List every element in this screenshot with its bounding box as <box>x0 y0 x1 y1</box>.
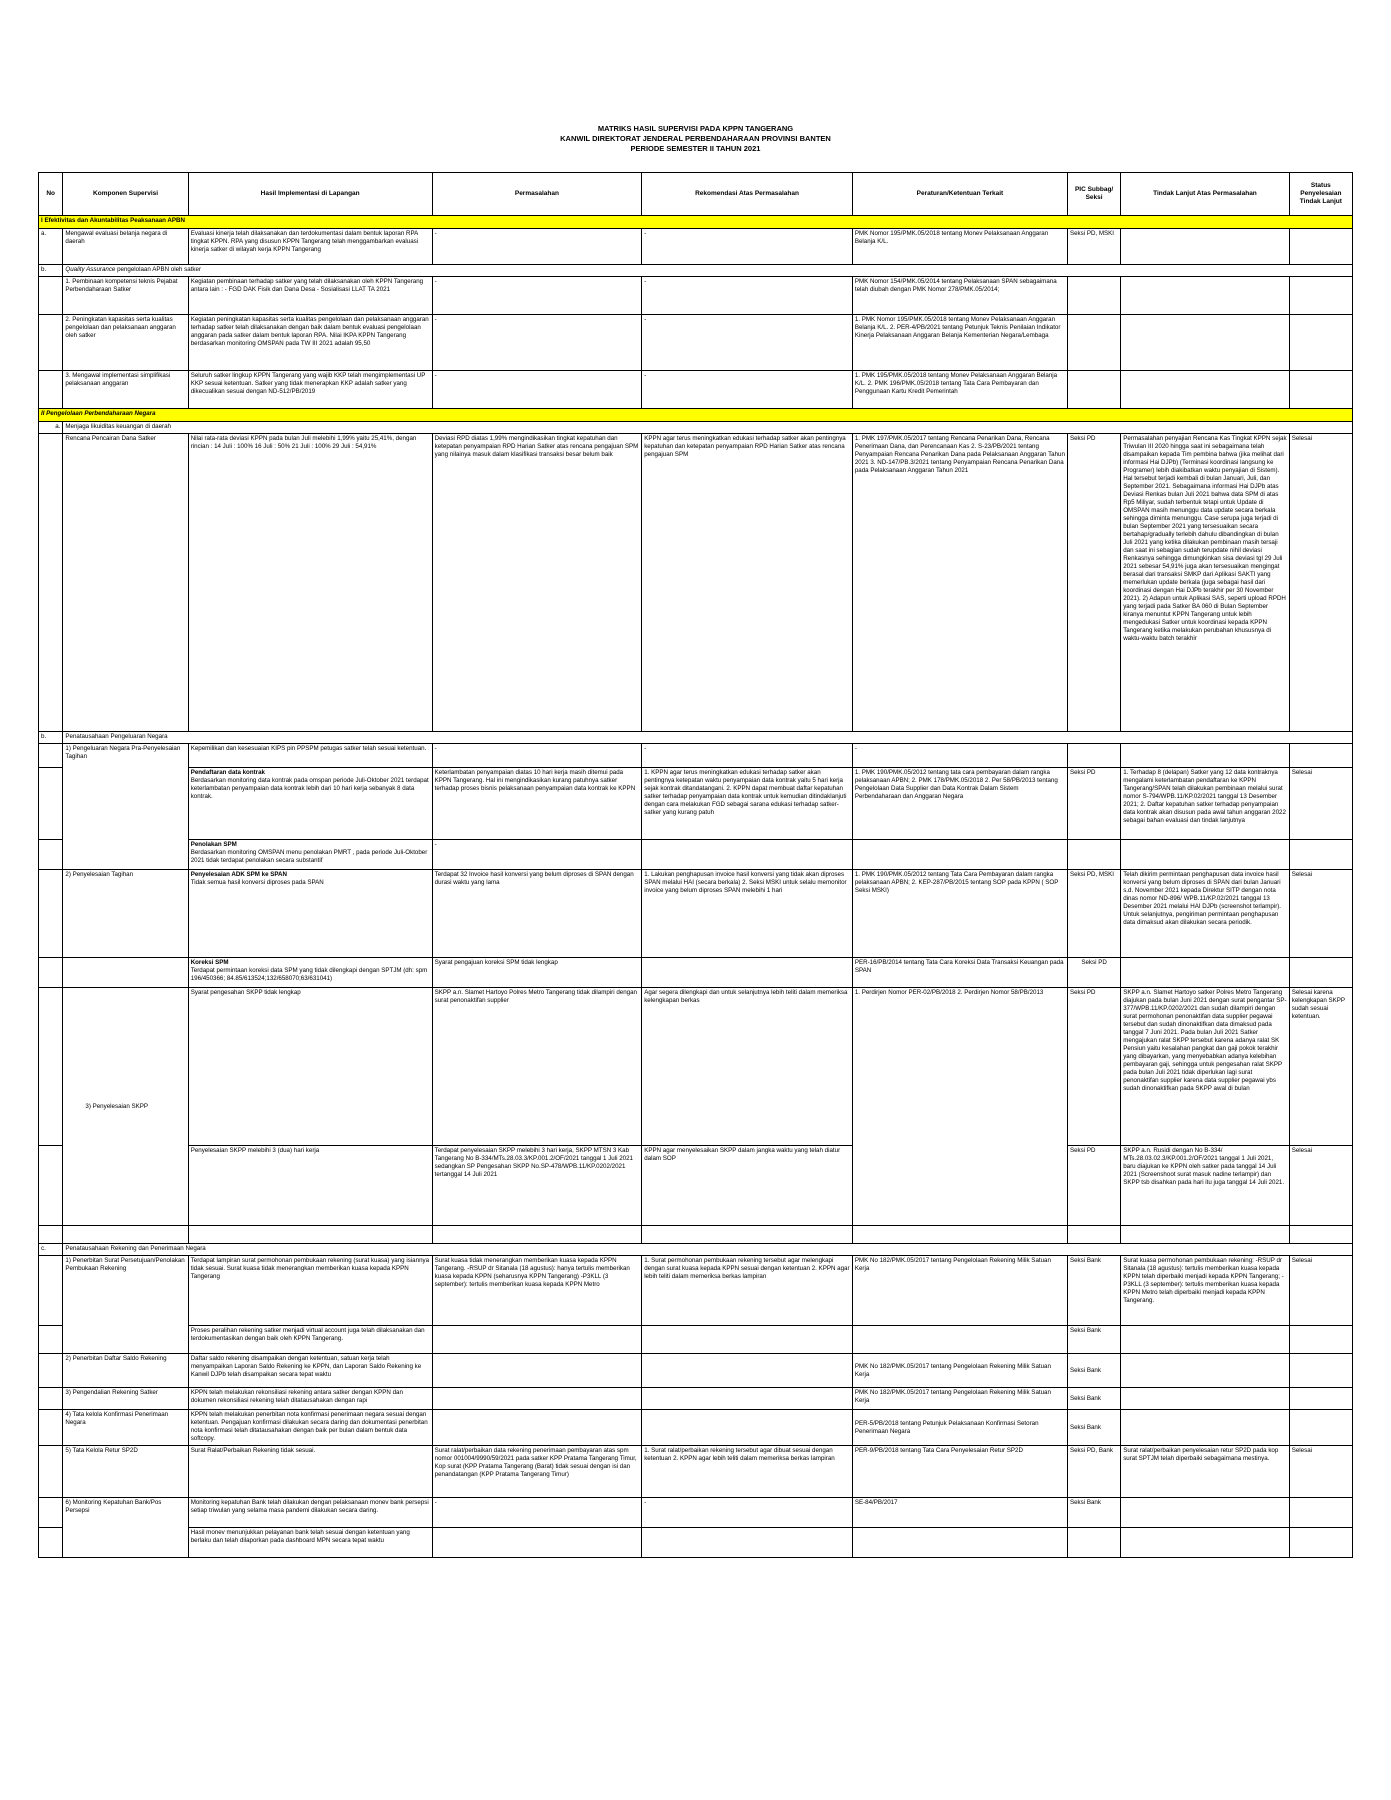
table-row <box>39 1528 1353 1558</box>
cell-rekomendasi: KPPN agar terus meningkatkan edukasi terhadap satker akan pentingnya kepatuhan dan ketepatan penyampaian RPD Harian Satker atas rencana pengajuan SPM <box>642 434 853 732</box>
cell-hasil: Seluruh satker lingkup KPPN Tangerang yang wajib KKP telah mengimplementasi UP KKP sesuai ketentuan. Satker yang tidak menerapkan KKP adalah satker yang dikecualikan sesuai dengan ND-512/PB/2019 <box>188 371 432 409</box>
penolakan-text: Berdasarkan monitoring OMSPAN menu penolakan PMRT , pada periode Juli-Oktober 2021 tidak terdapat penolakan secara substantif <box>190 849 428 864</box>
cell-hasil: Evaluasi kinerja telah dilaksanakan dan terdokumentasi dalam bentuk laporan RPA tingkat KPPN. RPA yang disusun KPPN Tangerang telah menggambarkan evaluasi kinerja satker di wilayah kerja KPPN Tangerang <box>188 229 432 265</box>
cell-peraturan: PMK Nomor 154/PMK.05/2014 tentang Pelaksanaan SPAN sebagaimana telah diubah dengan PMK Nomor 278/PMK.05/2014; <box>852 277 1067 315</box>
cell-permasalahan: Terdapat penyelesaian SKPP melebihi 3 hari kerja, SKPP MTSN 3 Kab Tangerang No B-334/MTs.28.03.3/KP.001.2/OF/2021 tanggal 1 Juli 2021 sedangkan SP Pengesahan SKPP No.SP-478/WPB.11/KP.0202/2021 tertanggal 14 Juli 2021 <box>432 1146 642 1226</box>
cell-rekomendasi: - <box>642 277 853 315</box>
cell-komponen: Rencana Pencairan Dana Satker <box>63 434 188 732</box>
table-row <box>39 1256 1353 1326</box>
table-row <box>39 265 1353 277</box>
cell-pic: Seksi PD, MSKI <box>1067 229 1120 265</box>
cell-hasil <box>188 768 432 840</box>
col-status: Status Penyelesaian Tindak Lanjut <box>1289 173 1352 216</box>
cell-hasil: Kepemilikan dan kesesuaian KIPS pin PPSPM petugas satker telah sesuai ketentuan. <box>188 744 432 768</box>
cell-peraturan: 1. Perdirjen Nomor PER-02/PB/2018 2. Perdirjen Nomor 58/PB/2013 <box>852 988 1067 1226</box>
subsection-title: Menjaga likuiditas keuangan di daerah <box>63 422 1353 434</box>
subsection-title <box>63 265 1353 277</box>
header-row <box>39 173 1353 216</box>
cell-status <box>1289 229 1352 265</box>
cell-rekomendasi: 1. Surat permohonan pembukaan rekening tersebut agar melengkapi dengan surat kuasa kepada KPPN sesuai dengan ketentuan 2. KPPN agar lebih teliti dalam memeriksa berkas lampiran <box>642 1256 853 1326</box>
koreksi-heading: Koreksi SPM <box>190 959 229 966</box>
qa-label: Quality Assurance <box>65 266 116 273</box>
row-no: b. <box>39 732 63 744</box>
cell-pic: Seksi Bank <box>1067 1256 1120 1326</box>
cell-tindak-lanjut: SKPP a.n. Rusidi dengan No B-334/ MTs.28.03.02.3/KP.001.2/OF/2021 tanggal 1 Juli 2021, baru diajukan ke KPPN oleh satker pada tanggal 14 Juli 2021 (Screenshoot surat masuk nadine terlampir) dan SKPP tsb disahkan pada hari itu juga tanggal 14 Juli 2021. <box>1121 1146 1290 1226</box>
cell-komponen: 3. Mengawal implementasi simplifikasi pelaksanaan anggaran <box>63 371 188 409</box>
cell-tindak-lanjut: 1. Terhadap 8 (delapan) Satker yang 12 data kontraknya mengalami keterlambatan pendaftaran ke KPPN Tangerang/SPAN telah dilakukan pembinaan melalui surat nomor S-794/WPB.11/KP.02/2021 tanggal 13 Desember 2021; 2. Daftar kepatuhan satker terhadap penyampaian data kontrak akan disusun pada awal tahun anggaran 2022 sebagai bahan evaluasi dan tindak lanjutnya <box>1121 768 1290 840</box>
pendaftaran-text: Berdasarkan monitoring data kontrak pada omspan periode Juli-Oktober 2021 terdapat keterlambatan penyampaian data kontrak lebih dari 10 hari kerja sebanyak 8 data kontrak. <box>190 777 429 800</box>
table-row <box>39 1326 1353 1354</box>
cell-rekomendasi: - <box>642 1498 853 1528</box>
cell-komponen: 3) Pengendalian Rekening Satker <box>63 1388 188 1410</box>
cell-permasalahan: - <box>432 840 642 870</box>
cell-peraturan: PER-16/PB/2014 tentang Tata Cara Koreksi Data Transaksi Keuangan pada SPAN <box>852 958 1067 988</box>
row-no: c. <box>39 1244 63 1256</box>
cell-rekomendasi: 1. Surat ralat/perbaikan rekening tersebut agar dibuat sesuai dengan ketentuan 2. KPPN agar lebih teliti dalam memeriksa berkas lampiran <box>642 1446 853 1498</box>
cell-pic: Seksi Bank <box>1067 1410 1120 1446</box>
table-row <box>39 1354 1353 1388</box>
doc-title-1: MATRIKS HASIL SUPERVISI PADA KPPN TANGERANG <box>597 124 794 133</box>
subsection-title: Penatausahaan Rekening dan Penerimaan Negara <box>63 1244 1353 1256</box>
cell-peraturan: PMK No 182/PMK.05/2017 tentang Pengelolaan Rekening Milik Satuan Kerja <box>852 1388 1067 1410</box>
spacer-row <box>39 1226 1353 1244</box>
cell-peraturan: PMK No 182/PMK.05/2017 tentang Pengelolaan Rekening Milik Satuan Kerja <box>852 1354 1067 1388</box>
col-tindak-lanjut: Tindak Lanjut Atas Permasalahan <box>1121 173 1290 216</box>
cell-pic: Seksi PD <box>1067 1146 1120 1226</box>
cell-komponen: Mengawal evaluasi belanja negara di daerah <box>63 229 188 265</box>
cell-rekomendasi: - <box>642 371 853 409</box>
cell-tindak-lanjut: SKPP a.n. Slamet Hartoyo satker Polres Metro Tangerang diajukan pada bulan Juni 2021 dengan surat pengantar SP-377/WPB.11/KP.0202/2021 dan sudah dilampiri dengan surat permohonan penonaktifan data supplier pegawai tersebut dan sudah dinonaktifkan data dimaksud pada tanggal 7 Juni 2021. Pada bulan Juli 2021 Satker mengajukan ralat SKPP tersebut karena adanya ralat SK Pensiun yaitu kesalahan pangkat dan gaji pokok terakhir yang dibayarkan, yang menyebabkan adanya kelebihan pembayaran gaji, sehingga untuk pengesahan ralat SKPP pada bulan Juli 2021 tidak diperlukan lagi surat penonaktifan supplier karena data supplier pegawai ybs sudah dinonaktifkan pada SKPP awal di bulan <box>1121 988 1290 1146</box>
cell-komponen: 4) Tata kelola Konfirmasi Penerimaan Negara <box>63 1410 188 1446</box>
cell-rekomendasi: KPPN agar menyelesaikan SKPP dalam jangka waktu yang telah diatur dalam SOP <box>642 1146 853 1226</box>
cell-tindak-lanjut: Surat kuasa permohonan pembukaan rekening: -RSUP dr Sitanala (18 agustus): tertulis memberikan kuasa kepada KPPN telah diperbaiki menjadi kepada KPPN Tangerang; -P3KLL (3 september): tertulis memberikan kuasa kepada KPPN Metro telah diperbaiki menjadi kepada KPPN Tangerang. <box>1121 1256 1290 1326</box>
table-row <box>39 958 1353 988</box>
cell-peraturan: PER-9/PB/2018 tentang Tata Cara Penyelesaian Retur SP2D <box>852 1446 1067 1498</box>
document-header <box>0 124 1391 154</box>
cell-hasil: Kegiatan pembinaan terhadap satker yang telah dilaksanakan oleh KPPN Tangerang antara lain : - FGD DAK Fisik dan Dana Desa - Sosialisasi LLAT TA 2021 <box>188 277 432 315</box>
section-title: II Pengelolaan Perbendaharaan Negara <box>39 409 1353 422</box>
cell-pic: Seksi Bank <box>1067 1354 1120 1388</box>
table-row <box>39 1410 1353 1446</box>
cell-tindak-lanjut: Telah dikirim permintaan penghapusan data invoice hasil konversi yang belum diproses di SPAN dari bulan Januari s.d. November 2021 kepada Direktur SITP dengan nota dinas nomor ND-896/ WPB.11/KP.02/2021 tanggal 13 Desember 2021 melalui HAI DJPb (screenshot terlampir). Untuk selanjutnya, pengiriman permintaan penghapusan data dimaksud akan dilakukan secara periodik. <box>1121 870 1290 958</box>
cell-pic: Seksi PD <box>1067 768 1120 840</box>
table-row <box>39 371 1353 409</box>
cell-tindak-lanjut: Permasalahan penyajian Rencana Kas Tingkat KPPN sejak Triwulan III 2020 hingga saat ini sebagaimana telah disampaikan kepada Tim pembina bahwa (jika melihat dari informasi Hai DJPb) (Terminasi koordinasi langsung ke Programer) lebih diakibatkan waktu penyajian di Sistem). Hal tersebut terjadi kembali di bulan Januari, Juli, dan September 2021. Sebagaimana informasi Hai DJPb atas Deviasi Renkas bulan Juli 2021 bahwa data SPM di atas Rp5 Miliyar, sudah terbentuk tetapi untuk Update di OMSPAN masih menunggu data update secara berkala sehingga diminta menunggu. Case serupa juga terjadi di bulan September 2021 yang tersesuaikan secara bertahap/gradually terlebih dahulu dibandingkan di bulan Juli 2021 yang ketika dilakukan pembinaan masih tersaji dan saat ini sebagian sudah terupdate nihil deviasi Renkasnya sehingga dimungkinkan sisa deviasi tgl 29 Juli 2021 sebesar 54,91% juga akan tersesuaikan mengingat berasal dari transaksi SMKP dari Aplikasi SAKTI yang memerlukan update berkala (juga sebagai hasil dari koordinasi dengan Hai DJPb terakhir per 30 November 2021). 2) Adapun untuk Aplikasi SAS, seperti upload RPDH yang terjadi pada Satker BA 060 di Bulan September kiranya menuntut KPPN Tangerang untuk lebih mengedukasi Satker untuk koordinasi kepada KPPN Tangerang ketika melakukan perubahan khususnya di waktu-waktu batch terakhir <box>1121 434 1290 732</box>
cell-status: Selesai <box>1289 434 1352 732</box>
supervision-matrix-table <box>38 172 1353 1558</box>
cell-komponen: 2) Penyelesaian Tagihan <box>63 870 188 958</box>
koreksi-text: Terdapat permintaan koreksi data SPM yang tidak dilengkapi dengan SPTJM (dh: spm 196/450366; 84.85/613524;132/658070;63/631041) <box>190 967 428 982</box>
col-no: No <box>39 173 63 216</box>
penolakan-heading: Penolakan SPM <box>190 841 237 848</box>
table-row <box>39 434 1353 732</box>
cell-hasil: KPPN telah melakukan penerbitan nota konfirmasi penerimaan negara sesuai dengan ketentuan. Pengajuan konfirmasi dilakukan secara daring dan dokumentasi penerbitan nota konfirmasi telah ditatausahakan dengan baik per bulan dalam bentuk data softcopy. <box>188 1410 432 1446</box>
cell-peraturan: - <box>852 744 1067 768</box>
cell-status: Selesai <box>1289 768 1352 840</box>
cell-pic: Seksi Bank <box>1067 1326 1120 1354</box>
cell-hasil: Surat Ralat/Perbaikan Rekening tidak sesuai. <box>188 1446 432 1498</box>
doc-title-3: PERIODE SEMESTER II TAHUN 2021 <box>630 144 761 153</box>
section-title: I Efektivitas dan Akuntabilitas Peaksanaan APBN <box>39 216 1353 229</box>
cell-permasalahan: Keterlambatan penyampaian diatas 10 hari kerja masih ditemui pada KPPN Tangerang. Hal ini mengindikasikan kurang patuhnya satker terhadap proses bisnis pelaksanaan penyampaian data kontrak ke KPPN <box>432 768 642 840</box>
cell-peraturan: PMK Nomor 195/PMK.05/2018 tentang Monev Pelaksanaan Anggaran Belanja K/L. <box>852 229 1067 265</box>
row-no: a. <box>39 422 63 434</box>
cell-permasalahan: Deviasi RPD diatas 1,99% mengindikasikan tingkat kepatuhan dan ketepatan penyampaian RPD Harian Satker atas rencana pengajuan SPM yang nilainya masuk dalam klasifikasi transaksi besar belum baik <box>432 434 642 732</box>
cell-rekomendasi: - <box>642 315 853 371</box>
cell-permasalahan: - <box>432 315 642 371</box>
cell-komponen: 6) Monitoring Kepatuhan Bank/Pos Persepsi <box>63 1498 188 1558</box>
col-pic: PIC Subbag/ Seksi <box>1067 173 1120 216</box>
cell-permasalahan: - <box>432 277 642 315</box>
table-row <box>39 315 1353 371</box>
cell-pic: Seksi Bank <box>1067 1388 1120 1410</box>
col-rekomendasi: Rekomendasi Atas Permasalahan <box>642 173 853 216</box>
table-row <box>39 1498 1353 1528</box>
cell-komponen: 1. Pembinaan kompetensi teknis Pejabat Perbendaharaan Satker <box>63 277 188 315</box>
cell-peraturan: 1. PMK 197/PMK.05/2017 tentang Rencana Penarikan Dana, Rencana Penerimaan Dana, dan Perencanaan Kas 2. S-23/PB/2021 tentang Penyampaian Rencana Penarikan Dana pada Pelaksanaan Anggaran Tahun 2021 3. ND-147/PB.3/2021 tentang Penyampaian Rencana Penarikan Dana pada Pelaksanaan Anggaran Tahun 2021 <box>852 434 1067 732</box>
cell-status: Selesai karena kelengkapan SKPP sudah sesuai ketentuan. <box>1289 988 1352 1146</box>
table-row <box>39 229 1353 265</box>
table-row <box>39 840 1353 870</box>
cell-hasil <box>188 870 432 958</box>
cell-hasil: Proses peralihan rekening satker menjadi virtual account juga telah dilaksanakan dan terdokumentasikan dengan baik oleh KPPN Tangerang. <box>188 1326 432 1354</box>
cell-pic: Seksi PD, MSKI <box>1067 870 1120 958</box>
cell-tindak-lanjut <box>1121 229 1290 265</box>
cell-peraturan: 1. PMK Nomor 195/PMK.05/2018 tentang Monev Pelaksanaan Anggaran Belanja K/L. 2. PER-4/PB/2021 tentang Petunjuk Teknis Penilaian Indikator Kinerja Pelaksanaan Anggaran Belanja Kementerian Negara/Lembaga <box>852 315 1067 371</box>
cell-komponen: 2) Penerbitan Daftar Saldo Rekening <box>63 1354 188 1388</box>
cell-rekomendasi: 1. Lakukan penghapusan invoice hasil konversi yang tidak akan diproses SPAN melalui HAI (secara berkala) 2. Seksi MSKI untuk selalu memonitor invoice yang belum diproses SPAN melebihi 1 hari <box>642 870 853 958</box>
cell-hasil: Hasil monev menunjukkan pelayanan bank telah sesuai dengan ketentuan yang berlaku dan telah dilaporkan pada dashboard MPN secara tepat waktu <box>188 1528 432 1558</box>
cell-pic: Seksi Bank <box>1067 1498 1120 1528</box>
cell-status: Selesai <box>1289 1146 1352 1226</box>
cell-rekomendasi: - <box>642 229 853 265</box>
cell-pic: Seksi PD <box>1067 988 1120 1146</box>
table-row <box>39 1146 1353 1226</box>
cell-peraturan: 1. PMK 190/PMK.05/2012 tentang Tata Cara Pembayaran dalam rangka pelaksanaan APBN; 2. KEP-287/PB/2015 tentang SOP pada KPPN ( SOP Seksi MSKI) <box>852 870 1067 958</box>
cell-pic: Seksi PD <box>1067 958 1120 988</box>
cell-peraturan: 1. PMK 195/PMK.05/2018 tentang Monev Pelaksanaan Anggaran Belanja K/L. 2. PMK 196/PMK.05/2018 tentang Tata Cara Pembayaran dan Penggunaan Kartu Kredit Pemerintah <box>852 371 1067 409</box>
cell-komponen: 3) Penyelesaian SKPP <box>63 988 188 1226</box>
doc-title-2: KANWIL DIREKTORAT JENDERAL PERBENDAHARAAN PROVINSI BANTEN <box>560 134 831 143</box>
cell-permasalahan: - <box>432 1498 642 1528</box>
cell-rekomendasi: 1. KPPN agar terus meningkatkan edukasi terhadap satker akan pentingnya ketepatan waktu penyampaian data kontrak yaitu 5 hari kerja sejak kontrak ditandatangani. 2. KPPN dapat membuat daftar kepatuhan satker terhadap penyampaian data kontrak untuk kemudian ditindaklanjuti dengan cara melakukan FGD sebagai sarana edukasi terhadap satker-satker yang kurang patuh <box>642 768 853 840</box>
cell-hasil <box>188 840 432 870</box>
cell-pic: Seksi PD <box>1067 434 1120 732</box>
cell-permasalahan: Syarat pengajuan koreksi SPM tidak lengkap <box>432 958 642 988</box>
cell-hasil: KPPN telah melakukan rekonsiliasi rekening antara satker dengan KPPN dan dokumen rekonsiliasi rekening telah ditatausahakan dengan rapi <box>188 1388 432 1410</box>
adk-heading: Penyelesaian ADK SPM ke SPAN <box>190 871 287 878</box>
col-peraturan: Peraturan/Ketentuan Terkait <box>852 173 1067 216</box>
cell-hasil: Terdapat lampiran surat permohonan pembukaan rekening (surat kuasa) yang isiannya tidak sesuai. Surat kuasa tidak menerangkan memberikan kuasa kepada KPPN Tangerang <box>188 1256 432 1326</box>
cell-hasil: Nilai rata-rata deviasi KPPN pada bulan Juli melebihi 1,99% yaitu 25,41%, dengan rincian : 14 Juli : 100% 16 Juli : 50% 21 Juli : 100% 29 Juli : 54,91% <box>188 434 432 732</box>
adk-text: Tidak semua hasil konversi diproses pada SPAN <box>190 879 324 886</box>
col-hasil: Hasil Implementasi di Lapangan <box>188 173 432 216</box>
cell-permasalahan: - <box>432 744 642 768</box>
cell-komponen: 1) Pengeluaran Negara Pra-Penyelesaian Tagihan <box>63 744 188 870</box>
section-row <box>39 409 1353 422</box>
cell-peraturan: PER-5/PB/2018 tentang Petunjuk Pelaksanaan Konfirmasi Setoran Penerimaan Negara <box>852 1410 1067 1446</box>
qa-label-rest: pengelolaan APBN oleh satker <box>115 266 202 273</box>
table-row <box>39 1388 1353 1410</box>
table-row <box>39 870 1353 958</box>
table-row <box>39 744 1353 768</box>
cell-hasil: Daftar saldo rekening disampaikan dengan ketentuan, satuan kerja telah menyampaikan Laporan Saldo Rekening ke KPPN, dan Laporan Saldo Rekening ke Kanwil DJPb telah disampaikan secara tepat waktu <box>188 1354 432 1388</box>
cell-permasalahan: - <box>432 371 642 409</box>
cell-pic: Seksi PD, Bank <box>1067 1446 1120 1498</box>
table-row <box>39 988 1353 1146</box>
cell-komponen: 2. Peningkatan kapasitas serta kualitas pengelolaan dan pelaksanaan anggaran oleh satker <box>63 315 188 371</box>
table-row <box>39 1446 1353 1498</box>
cell-permasalahan: SKPP a.n. Slamet Hartoyo Polres Metro Tangerang tidak dilampiri dengan surat penonaktifan supplier <box>432 988 642 1146</box>
cell-hasil <box>188 958 432 988</box>
cell-permasalahan: - <box>432 229 642 265</box>
cell-peraturan: SE-84/PB/2017 <box>852 1498 1067 1528</box>
cell-hasil: Penyelesaian SKPP melebihi 3 (dua) hari kerja <box>188 1146 432 1226</box>
cell-hasil: Kegiatan peningkatan kapasitas serta kualitas pengelolaan dan pelaksanaan anggaran terhadap satker telah dilaksanakan dengan baik dalam bentuk evaluasi pengelolaan anggaran pada satker dalam bentuk laporan RPA. Nilai IKPA KPPN Tangerang berdasarkan monitoring OMSPAN pada TW III 2021 adalah 95,50 <box>188 315 432 371</box>
section-row <box>39 216 1353 229</box>
cell-komponen: 5) Tata Kelola Retur SP2D <box>63 1446 188 1498</box>
cell-peraturan: PMK No 182/PMK.05/2017 tentang Pengelolaan Rekening Milik Satuan Kerja <box>852 1256 1067 1326</box>
pendaftaran-heading: Pendaftaran data kontrak <box>190 769 265 776</box>
cell-status: Selesai <box>1289 870 1352 958</box>
subsection-title: Penatausahaan Pengeluaran Negara <box>63 732 1353 744</box>
cell-tindak-lanjut: Surat ralat/perbaikan penyelesaian retur SP2D pada kop surat SPTJM telah diperbaiki sebagaimana mestinya. <box>1121 1446 1290 1498</box>
cell-peraturan: 1. PMK 190/PMK.05/2012 tentang tata cara pembayaran dalam rangka pelaksanaan APBN; 2. PMK 178/PMK.05/2018 2. Per 58/PB/2013 tentang Pengelolaan Data Supplier dan Data Kontrak Dalam Sistem Perbendaharaan dan Anggaran Negara <box>852 768 1067 840</box>
table-row <box>39 277 1353 315</box>
cell-status: Selesai <box>1289 1446 1352 1498</box>
cell-permasalahan: Surat ralat/perbaikan data rekening penerimaan pembayaran atas spm nomor 001004/9990/59/2021 pada satker KPP Pratama Tangerang Timur, Kop surat (KPP Pratama Tangerang (Barat) tidak sesuai dengan isi dan penandatangan (KPP Pratama Tangerang Timur) <box>432 1446 642 1498</box>
cell-rekomendasi: Agar segera dilengkapi dan untuk selanjutnya lebih teliti dalam memeriksa kelengkapan berkas <box>642 988 853 1146</box>
cell-permasalahan: Surat kuasa tidak menerangkan memberikan kuasa kepada KPPN Tangerang. -RSUP dr Sitanala (18 agustus): hanya tertulis memberikan kuasa kepada KPPN (seharusnya KPPN Tangerang) -P3KLL (3 september): tertulis memberikan kuasa kepada KPPN Metro <box>432 1256 642 1326</box>
cell-status: Selesai <box>1289 1256 1352 1326</box>
cell-komponen: 1) Penerbitan Surat Persetujuan/Penolakan Pembukaan Rekening <box>63 1256 188 1354</box>
cell-rekomendasi: - <box>642 744 853 768</box>
col-permasalahan: Permasalahan <box>432 173 642 216</box>
col-komponen: Komponen Supervisi <box>63 173 188 216</box>
cell-permasalahan: Terdapat 32 Invoice hasil konversi yang belum diproses di SPAN dengan durasi waktu yang lama <box>432 870 642 958</box>
row-no: a. <box>39 229 63 265</box>
table-row <box>39 768 1353 840</box>
row-no: b. <box>39 265 63 277</box>
table-row <box>39 422 1353 434</box>
cell-hasil: Syarat pengesahan SKPP tidak lengkap <box>188 988 432 1146</box>
cell-hasil: Monitoring kepatuhan Bank telah dilakukan dengan pelaksanaan monev bank persepsi setiap triwulan yang selama masa pandemi dilakukan secara daring. <box>188 1498 432 1528</box>
table-row <box>39 732 1353 744</box>
table-row <box>39 1244 1353 1256</box>
